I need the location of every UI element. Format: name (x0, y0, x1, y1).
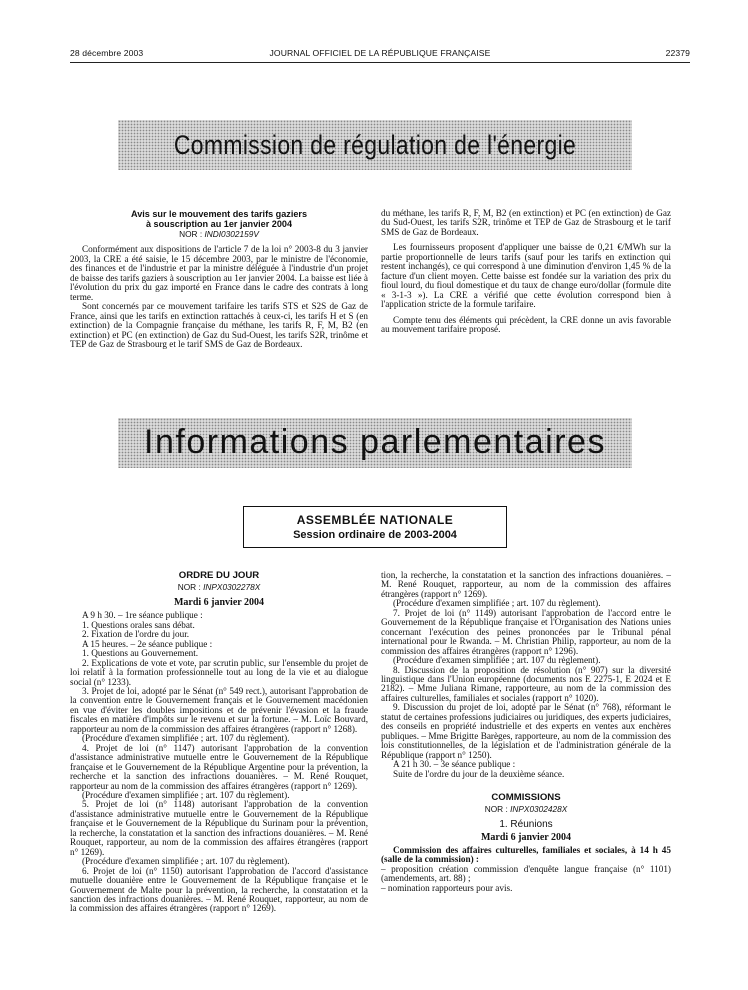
commissions-date: Mardi 6 janvier 2004 (480, 832, 572, 844)
ordre-item-3: 1. Questions au Gouvernement. (82, 648, 199, 659)
avis-paragraph-2: Sont concernés par ce mouvement tarifaire les tarifs STS et S2S de Gaz de France, ainsi que les tarifs en extinction rattachés à ceux-ci, les tarifs H et S (en extinction) de la Compagnie française du méthane, les tarifs R, F, M, B2 (en extinction) et PC (en extinction) de Gaz du Sud-Ouest, les tarifs S2R, trinôme et TEP de Gaz de Strasbourg et le tarif SMS de Gaz de Bordeaux. (70, 301, 368, 349)
commissions-heading: Commission des affaires culturelles, familiales et sociales, à 14 h 45 (salle de la commission) : (381, 844, 671, 865)
avis-title-line2: à souscription au 1er janvier 2004 (145, 219, 293, 229)
commissions-nor (381, 805, 671, 814)
ordre-item-8: 6. Projet de loi (n° 1150) autorisant l'approbation de l'accord d'assistance mutuelle douanière entre le Gouvernement de la République française et le Gouvernement de Malte pour la prévention, la recherche, la constatation et la sanction des infractions douanières. – M. René Rouquet, rapporteur, au nom de la commission des affaires étrangères (rapport n° 1269). (70, 865, 368, 914)
avis-paragraph-4: Compte tenu des éléments qui précèdent, la CRE donne un avis favorable au mouvement tarifaire proposé. (381, 314, 671, 334)
ordre-procedure-1: (Procédure d'examen simplifiée ; art. 107 du règlement). (82, 733, 290, 744)
avis-paragraph-2-continued: du méthane, les tarifs R, F, M, B2 (en extinction) et PC (en extinction) de Gaz du Sud-Ouest, les tarifs S2R, trinôme et TEP de Gaz de Strasbourg et le tarif SMS de Gaz de Bordeaux. (381, 208, 671, 237)
ordre-item-10: 8. Discussion de la proposition de résolution (n° 907) sur la diversité linguistique dans l'Union européenne (documents nos E 2275-1, E 2024 et E 2182). – Mme Juliana Rimane, rapporteure, au nom de la commission des affaires culturelles, familiales et sociales (rapport n° 1020). (381, 664, 671, 703)
avis-title-line1: Avis sur le mouvement des tarifs gaziers (130, 209, 308, 219)
ordre-item-2: 2. Fixation de l'ordre du jour. (82, 629, 190, 640)
avis-nor-label: NOR : (179, 229, 205, 239)
ordre-item-1: 1. Questions orales sans débat. (82, 619, 195, 630)
ordre-seance-1: A 9 h 30. – 1re séance publique : (82, 610, 203, 621)
header-page-number: 22379 (665, 48, 690, 58)
commissions-item-1: – proposition création commission d'enquête langue française (n° 1101) (amendements, art. 88) ; (381, 863, 671, 884)
commissions-reunions: 1. Réunions (499, 818, 553, 830)
ordre-procedure-3: (Procédure d'examen simplifiée ; art. 107 du règlement). (82, 856, 290, 867)
commissions-title: COMMISSIONS (491, 791, 561, 803)
ordre-seance-3: A 21 h 30. – 3e séance publique : (393, 759, 516, 770)
ordre-column-left (70, 570, 368, 914)
assemblee-title: ASSEMBLÉE NATIONALE (296, 513, 454, 527)
avis-paragraph-2-part1 (70, 302, 368, 350)
banner-parlement-title: Informations parlementaires (144, 423, 606, 461)
header-rule (70, 62, 690, 63)
commissions-nor-label: NOR : (484, 804, 511, 815)
ordre-nor (70, 583, 368, 592)
avis-nor (70, 230, 368, 239)
avis-column-left (70, 209, 368, 350)
ordre-nor-code: INPX0302278X (203, 582, 261, 593)
ordre-seance-3-text: Suite de l'ordre du jour de la deuxième séance. (393, 768, 565, 779)
ordre-procedure-4: (Procédure d'examen simplifiée ; art. 107 du règlement). (393, 598, 601, 609)
page-header (70, 48, 690, 62)
avis-paragraph-1: Conformément aux dispositions de l'article 7 de la loi n° 2003-8 du 3 janvier 2003, la CRE a été saisie, le 15 décembre 2003, par le ministre de l'économie, des finances et de l'industrie et par la ministre déléguée à l'industrie d'un projet de baisse des tarifs gaziers à souscription au 1er janvier 2004. La baisse est liée à l'évolution du prix du gaz importé en France dans le cadre des contrats à long terme. (70, 244, 368, 302)
ordre-item-8-continued: tion, la recherche, la constatation et la sanction des infractions douanières. – M. René Rouquet, rapporteur, au nom de la commission des affaires étrangères (rapport n° 1269). (381, 570, 671, 599)
commissions-item-2: – nomination rapporteurs pour avis. (381, 882, 513, 893)
header-journal-title: JOURNAL OFFICIEL DE LA RÉPUBLIQUE FRANÇAISE (269, 48, 491, 58)
avis-nor-code: INDI0302159V (204, 229, 259, 239)
ordre-nor-label: NOR : (177, 582, 204, 593)
header-date: 28 décembre 2003 (70, 48, 144, 58)
assemblee-box (243, 506, 507, 548)
ordre-date: Mardi 6 janvier 2004 (173, 596, 265, 608)
ordre-procedure-5: (Procédure d'examen simplifiée ; art. 107 du règlement). (393, 655, 601, 666)
avis-paragraph-3: Les fournisseurs proposent d'appliquer une baisse de 0,21 €/MWh sur la partie proportionnelle de leurs tarifs (sauf pour les tarifs en extinction qui restent inchangés), ce qui correspond à une diminution d'environ 1,45 % de la facture d'un client moyen. Cette baisse est fondée sur la variation des prix du fioul lourd, du fioul domestique et du taux de change euro/dollar (formule dite « 3-1-3 »). La CRE a vérifié que cette évolution correspond bien à l'application stricte de la formule tarifaire. (381, 242, 671, 310)
ordre-item-7: 5. Projet de loi (n° 1148) autorisant l'approbation de la convention d'assistance administrative mutuelle entre le Gouvernement de la République française et le Gouvernement de la République du Surinam pour la prévention, la recherche, la constatation et la sanction des infractions douanières. – M. René Rouquet, rapporteur, au nom de la commission des affaires étrangères (rapport n° 1269). (70, 799, 368, 857)
ordre-item-6: 4. Projet de loi (n° 1147) autorisant l'approbation de la convention d'assistance administrative mutuelle entre le Gouvernement de la République française et le Gouvernement de la République Argentine pour la prévention, la recherche et la sanction des infractions douanières. – M. René Rouquet, rapporteur au nom de la commission des affaires étrangères (rapport n° 1269). (70, 742, 368, 791)
ordre-title: ORDRE DU JOUR (178, 570, 260, 581)
ordre-seance-2: A 15 heures. – 2e séance publique : (82, 638, 213, 649)
ordre-item-11: 9. Discussion du projet de loi, adopté par le Sénat (n° 768), réformant le statut de certaines professions judiciaires ou juridiques, des experts judiciaires, des conseils en propriété industrielle et des experts en ventes aux enchères publiques. – Mme Brigitte Barèges, rapporteure, au nom de la commission des lois constitutionnelles, de la législation et de l'administration générale de la République (rapport n° 1250). (381, 702, 671, 760)
commissions-nor-code: INPX0302428X (510, 804, 568, 815)
ordre-column-right (381, 571, 671, 893)
ordre-procedure-2: (Procédure d'examen simplifiée ; art. 107 du règlement). (82, 789, 290, 800)
banner-cre (118, 120, 632, 170)
banner-parlement (118, 418, 632, 468)
ordre-item-9: 7. Projet de loi (n° 1149) autorisant l'approbation de l'accord entre le Gouvernement de la République française et l'Organisation des Nations unies concernant l'exécution des peines prononcées par le Tribunal pénal international pour le Rwanda. – M. Christian Philip, rapporteur, au nom de la commission des affaires étrangères (rapport n° 1296). (381, 607, 671, 656)
ordre-item-4: 2. Explications de vote et vote, par scrutin public, sur l'ensemble du projet de loi relatif à la formation professionnelle tout au long de la vie et au dialogue social (n° 1233). (70, 657, 368, 687)
banner-cre-title: Commission de régulation de l'énergie (173, 130, 577, 160)
ordre-item-5: 3. Projet de loi, adopté par le Sénat (n° 549 rect.), autorisant l'approbation de la convention entre le Gouvernement français et le Gouvernement macédonien en vue d'éviter les doubles impositions et de prévenir l'évasion et la fraude fiscales en matière d'impôts sur le revenu et sur la fortune. – M. Loïc Bouvard, rapporteur au nom de la commission des affaires étrangères (rapport n° 1268). (70, 685, 368, 734)
session-title: Session ordinaire de 2003-2004 (293, 529, 457, 541)
avis-column-right (381, 209, 671, 334)
